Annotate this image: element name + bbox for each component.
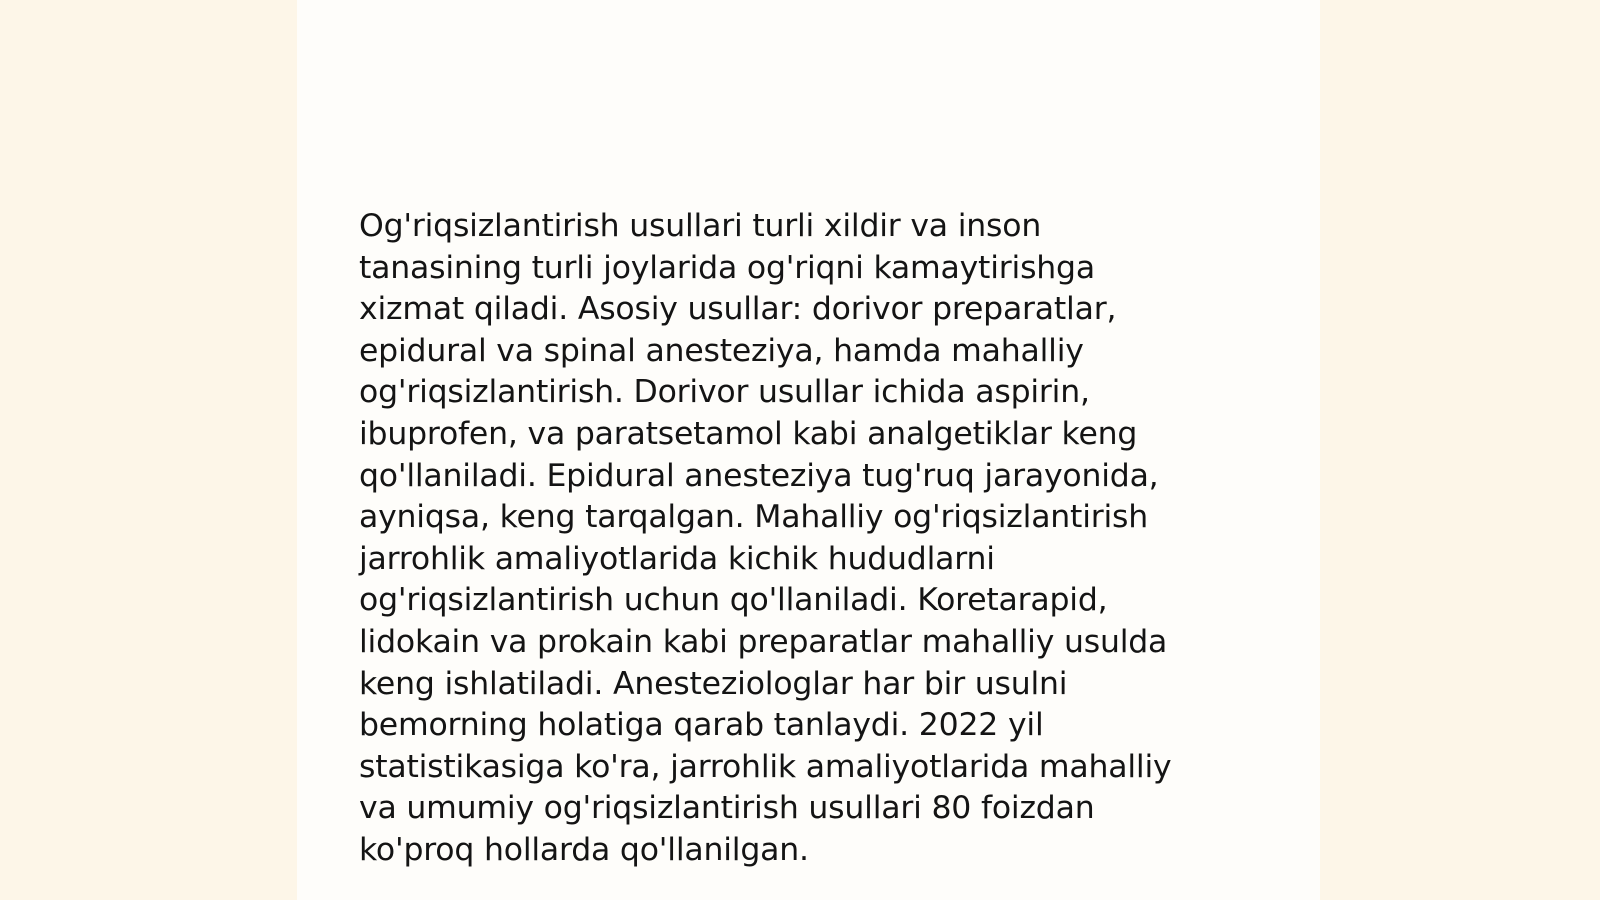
- text-line: Og'riqsizlantirish usullari turli xildir va inson: [359, 208, 1042, 244]
- text-line: statistikasiga ko'ra, jarrohlik amaliyotlarida mahalliy: [359, 748, 1172, 785]
- text-line: tanasining turli joylarida og'riqni kamaytirishga: [359, 249, 1095, 286]
- text-line: ayniqsa, keng tarqalgan. Mahalliy og'riqsizlantirish: [359, 499, 1149, 536]
- text-line: og'riqsizlantirish. Dorivor usullar ichida aspirin,: [359, 374, 1090, 411]
- text-line: keng ishlatiladi. Anesteziologlar har bir usulni: [359, 665, 1068, 702]
- text-line: qo'llaniladi. Epidural anesteziya tug'ruq jarayonida,: [359, 457, 1159, 494]
- text-line: bemorning holatiga qarab tanlaydi. 2022 yil: [359, 707, 1044, 744]
- body-paragraph: [359, 206, 1219, 872]
- text-line: lidokain va prokain kabi preparatlar mahalliy usulda: [359, 623, 1168, 660]
- text-line: ibuprofen, va paratsetamol kabi analgetiklar keng: [359, 415, 1138, 452]
- text-line: ko'proq hollarda qo'llanilgan.: [359, 831, 809, 868]
- text-line: xizmat qiladi. Asosiy usullar: dorivor preparatlar,: [359, 291, 1117, 328]
- document-page: [297, 0, 1320, 900]
- text-line: jarrohlik amaliyotlarida kichik hududlarni: [359, 540, 995, 577]
- text-line: va umumiy og'riqsizlantirish usullari 80 foizdan: [359, 790, 1095, 827]
- text-line: epidural va spinal anesteziya, hamda mahalliy: [359, 332, 1084, 369]
- text-line: og'riqsizlantirish uchun qo'llaniladi. Koretarapid,: [359, 582, 1108, 619]
